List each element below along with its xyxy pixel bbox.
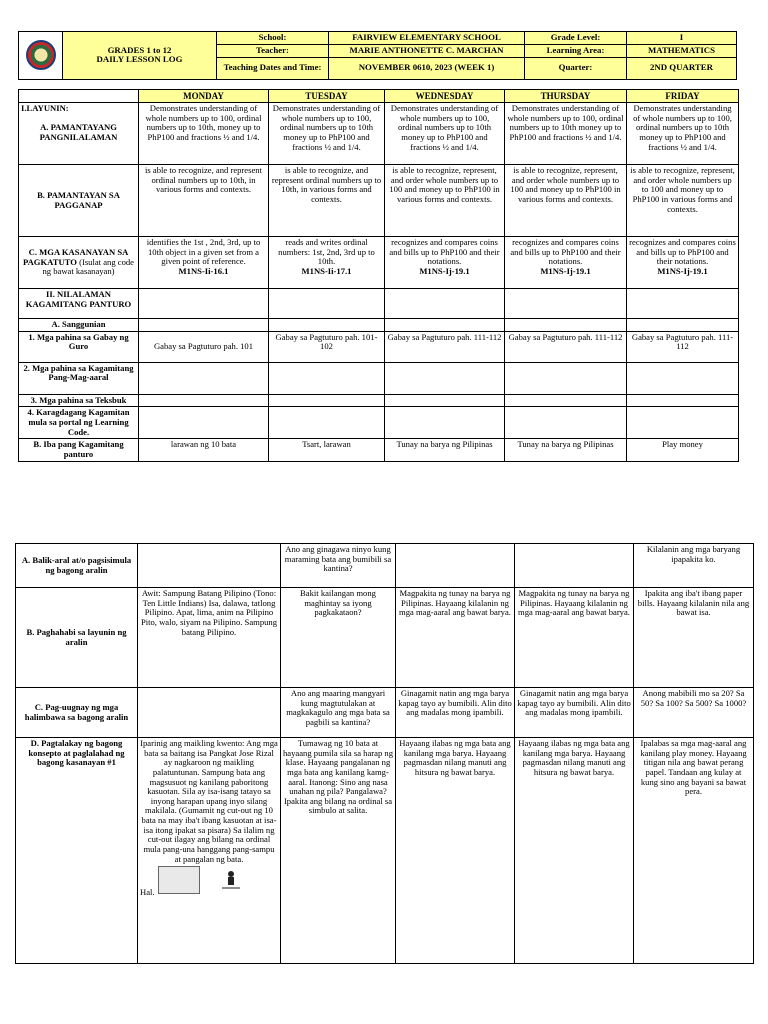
row-label-gabay-guro: 1. Mga pahina sa Gabay ng Guro (19, 331, 139, 362)
cell (269, 394, 385, 407)
cell (385, 407, 505, 439)
cell: Bakit kailangan mong maghintay sa iyong pagkakataon? (281, 588, 396, 688)
quarter-label: Quarter: (525, 57, 627, 79)
cell: Demonstrates understanding of whole numbers up to 100, ordinal numbers up to 10th money up to PhP100 and fractions ½ and 1/4. (385, 103, 505, 165)
row-label-balik-aral: A. Balik-aral at/o pagsisimula ng bagong aralin (16, 544, 138, 588)
dates-label: Teaching Dates and Time: (217, 57, 329, 79)
cell: Demonstrates understanding of whole numbers up to 100, ordinal numbers up to 10th, money up to PhP100 and fractions ½ and 1/4. (139, 103, 269, 165)
day-header: FRIDAY (627, 90, 739, 103)
cell (515, 544, 634, 588)
school-label: School: (217, 32, 329, 45)
cell: is able to recognize, and represent ordinal numbers up to 10th, in various forms and contexts. (139, 165, 269, 237)
row-label-pagtalakay: D. Pagtalakay ng bagong konsepto at paglalahad ng bagong kasanayan #1 (16, 738, 138, 964)
cell (139, 289, 269, 319)
cell (138, 544, 281, 588)
day-header: WEDNESDAY (385, 90, 505, 103)
cell (627, 289, 739, 319)
cell (505, 362, 627, 394)
deped-seal-icon (26, 40, 56, 70)
deped-seal (19, 32, 63, 80)
cell: Iparinig ang maikling kwento: Ang mga bata sa baitang isa Pangkat Jose Rizal ay nagkaroon ng maikling palatuntunan. Sampung bata ang magsusuot ng kanilang paboritong kasuotan. Sila ay isa-isang tatayo sa inyong harapan upang inyo silang makilala. (Gumamit ng cut-out ng 10 bata na may iba't ibang kasuotan at isa-isa itong ipakat sa pisara) Sa ilalim ng cut-out ilagay ang bilang na ordinal mula pang-una hanggang pang-sampu at pangalan ng bata. Hal. (138, 738, 281, 964)
cell: recognizes and compares coins and bills up to PhP100 and their notations. M1NS-Ij-19.1 (505, 237, 627, 289)
cell: Ipalabas sa mga mag-aaral ang kanilang play money. Hayaang titigan nila ang bawat perang papel. Tandaan ang kulay at kung sino ang bayani sa bawat pera. (634, 738, 754, 964)
competency-code: M1NS-Ij-19.1 (657, 265, 708, 276)
cell: Gabay sa Pagtuturo pah. 111-112 (627, 331, 739, 362)
area-value: MATHEMATICS (627, 44, 737, 57)
cell (139, 362, 269, 394)
cell (139, 319, 269, 332)
cell: Ginagamit natin ang mga barya kapag tayo ay bumibili. Alin dito ang madalas mong ipambili. (396, 688, 515, 738)
student-cutout-image (158, 866, 200, 894)
cell: Awit: Sampung Batang Pilipino (Tono: Ten Little Indians) Isa, dalawa, tatlong Pilipino. Apat, lima, anim na Pilipino Pito, walo, siyam na Pilipino. Sampung batang Pilipino. (138, 588, 281, 688)
day-header: TUESDAY (269, 90, 385, 103)
cell (138, 688, 281, 738)
cell: larawan ng 10 bata (139, 439, 269, 461)
row-label-iba-pang-kagamitan: B. Iba pang Kagamitang panturo (19, 439, 139, 461)
cell (505, 289, 627, 319)
row-label-pamantayan-sa-pagganap: B. PAMANTAYAN SA PAGGANAP (19, 165, 139, 237)
competency-code: M1NS-Ij-19.1 (540, 265, 591, 276)
row-label-portal: 4. Karagdagang Kagamitan mula sa portal ng Learning Code. (19, 407, 139, 439)
cell: identifies the 1st , 2nd, 3rd, up to 10th object in a given set from a given point of reference. M1NS-Ii-16.1 (139, 237, 269, 289)
cell: reads and writes ordinal numbers: 1st, 2nd, 3rd up to 10th. M1NS-Ii-17.1 (269, 237, 385, 289)
cell: Gabay sa Pagtuturo pah. 111-112 (385, 331, 505, 362)
competency-code: M1NS-Ij-19.1 (419, 265, 470, 276)
cell: Ginagamit natin ang mga barya kapag tayo ay bumibili. Alin dito ang madalas mong ipambili. (515, 688, 634, 738)
teacher-value: MARIE ANTHONETTE C. MARCHAN (329, 44, 525, 57)
cell: Play money (627, 439, 739, 461)
section-nilalaman: II. NILALAMAN KAGAMITANG PANTURO (19, 289, 139, 319)
cell: Hayaang ilabas ng mga bata ang kanilang mga barya. Hayaang pagmasdan nilang manuti ang hitsura ng bawat barya. (515, 738, 634, 964)
cell: Ano ang maaring mangyari kung magtutulakan at magkakagulo ang mga bata sa pagbili sa kantina? (281, 688, 396, 738)
row-label-paghahabi: B. Paghahabi sa layunin ng aralin (16, 588, 138, 688)
cell: Anong mabibili mo sa 20? Sa 50? Sa 100? Sa 500? Sa 1000? (634, 688, 754, 738)
cell: Hayaang ilabas ng mga bata ang kanilang mga barya. Hayaang pagmasdan nilang manuti ang hitsura ng bawat barya. (396, 738, 515, 964)
cell: Demonstrates understanding of whole numbers up to 100, ordinal numbers up to 10th money up to PhP100 and fractions ½ and 1/4. (505, 103, 627, 165)
form-title: GRADES 1 to 12 DAILY LESSON LOG (63, 32, 217, 80)
corner-cell (19, 90, 139, 103)
dates-value: NOVEMBER 0610, 2023 (WEEK 1) (329, 57, 525, 79)
cell: Magpakita ng tunay na barya ng Pilipinas. Hayaang kilalanin ng mga mag-aaral ang bawat barya. (515, 588, 634, 688)
student-figure-icon (220, 870, 242, 890)
day-header: MONDAY (139, 90, 269, 103)
area-label: Learning Area: (525, 44, 627, 57)
row-label-pamantayang-pangnilalaman: I.LAYUNIN: A. PAMANTAYANG PANGNILALAMAN (19, 103, 139, 165)
grade-value: I (627, 32, 737, 45)
row-label-teksbuk: 3. Mga pahina sa Teksbuk (19, 394, 139, 407)
cell: recognizes and compares coins and bills up to PhP100 and their notations. M1NS-Ij-19.1 (385, 237, 505, 289)
cell: Gabay sa Pagtuturo pah. 111-112 (505, 331, 627, 362)
cell (627, 407, 739, 439)
cell: Magpakita ng tunay na barya ng Pilipinas. Hayaang kilalanin ng mga mag-aaral ang bawat barya. (396, 588, 515, 688)
cell (627, 394, 739, 407)
cell (505, 394, 627, 407)
cell: Gabay sa Pagtuturo pah. 101-102 (269, 331, 385, 362)
cell: is able to recognize, represent, and order whole numbers up to 100 and money up to PhP100 in various forms and contexts. (385, 165, 505, 237)
cell (269, 362, 385, 394)
row-label-kasanayan: C. MGA KASANAYAN SA PAGKATUTO (Isulat ang code ng bawat kasanayan) (19, 237, 139, 289)
cell: Tumawag ng 10 bata at hayaang pumila sila sa harap ng klase. Hayaang pangalanan ng mga bata ang kanilang kamg-aaral. Itanong: Sino ang nasa unahan ng pila? Pangalawa? Ipakita ang bilang na ordinal sa simbulo at salita. (281, 738, 396, 964)
competency-code: M1NS-Ii-17.1 (301, 265, 352, 276)
lesson-table-page2 (15, 543, 754, 964)
cell (505, 319, 627, 332)
cell: Ano ang ginagawa ninyo kung maraming bata ang bumibili sa kantina? (281, 544, 396, 588)
header-table (18, 31, 737, 80)
cell (385, 319, 505, 332)
cell (385, 289, 505, 319)
cell: Kilalanin ang mga baryang ipapakita ko. (634, 544, 754, 588)
cell (269, 319, 385, 332)
cell (396, 544, 515, 588)
cell: Demonstrates understanding of whole numbers up to 100, ordinal numbers up to 10th money up to PhP100 and fractions ½ and 1/4. (627, 103, 739, 165)
cell (627, 362, 739, 394)
cell: Ipakita ang iba't ibang paper bills. Hayaang kilalanin nila ang bawat isa. (634, 588, 754, 688)
cell: Gabay sa Pagtuturo pah. 101 (139, 331, 269, 362)
cell: is able to recognize, represent, and order whole numbers up to 100 and money up to PhP100 in various forms and contexts. (505, 165, 627, 237)
teacher-label: Teacher: (217, 44, 329, 57)
cell: recognizes and compares coins and bills up to PhP100 and their notations. M1NS-Ij-19.1 (627, 237, 739, 289)
cell: is able to recognize, represent, and order whole numbers up to 100 and money up to PhP100 in various forms and contexts. (627, 165, 739, 237)
row-label-kagamitang-mag-aaral: 2. Mga pahina sa Kagamitang Pang-Mag-aaral (19, 362, 139, 394)
lesson-table-page1 (18, 89, 739, 462)
cell: Tunay na barya ng Pilipinas (505, 439, 627, 461)
cell (627, 319, 739, 332)
cell (385, 362, 505, 394)
cell (385, 394, 505, 407)
cell: Tsart, larawan (269, 439, 385, 461)
cell (269, 289, 385, 319)
cell (139, 394, 269, 407)
grade-label: Grade Level: (525, 32, 627, 45)
row-label-pag-uugnay: C. Pag-uugnay ng mga halimbawa sa bagong aralin (16, 688, 138, 738)
cell (139, 407, 269, 439)
competency-code: M1NS-Ii-16.1 (178, 265, 229, 276)
cell: is able to recognize, and represent ordinal numbers up to 10th, in various forms and contexts. (269, 165, 385, 237)
section-layunin: I.LAYUNIN: (21, 103, 69, 114)
example-label: Hal. (140, 887, 155, 898)
cell (269, 407, 385, 439)
quarter-value: 2ND QUARTER (627, 57, 737, 79)
section-sanggunian: A. Sanggunian (19, 319, 139, 332)
school-value: FAIRVIEW ELEMENTARY SCHOOL (329, 32, 525, 45)
cell: Tunay na barya ng Pilipinas (385, 439, 505, 461)
cell: Demonstrates understanding of whole numbers up to 100, ordinal numbers up to 10th money up to PhP100 and fractions ½ and 1/4. (269, 103, 385, 165)
cell (505, 407, 627, 439)
day-header: THURSDAY (505, 90, 627, 103)
